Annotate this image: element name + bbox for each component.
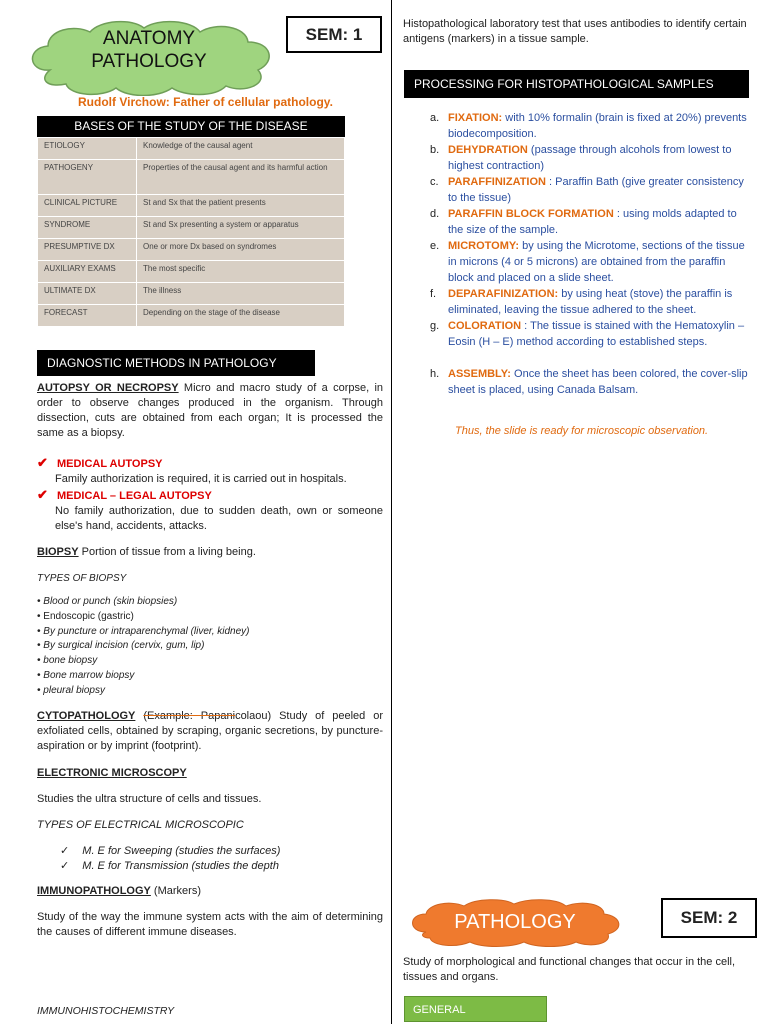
step-letter: b.	[430, 144, 440, 156]
em-type-sweeping	[60, 844, 280, 859]
biopsy-types-list	[37, 595, 337, 699]
step-letter: f.	[430, 288, 437, 300]
check-icon: ✔	[37, 487, 48, 502]
bases-row	[38, 217, 345, 239]
histopathology-text: Histopathological laboratory test that uses antibodies to identify certain antigens (markers) in a tissue sample.	[403, 18, 747, 45]
pathology-definition: Study of morphological and functional changes that occur in the cell, tissues and organs.	[403, 956, 736, 983]
autopsy-paragraph	[37, 381, 383, 441]
bases-row	[38, 239, 345, 261]
step-letter: h.	[430, 368, 440, 380]
step-text: (passage through alcohols from lowest to highest contraction)	[448, 144, 732, 172]
bases-row	[38, 195, 345, 217]
immunohistochemistry: IMMUNOHISTOCHEMISTRY	[37, 1005, 175, 1017]
medical-autopsy-item	[37, 455, 383, 472]
cytopathology-paragraph	[37, 709, 383, 754]
autopsy-title: AUTOPSY OR NECROPSY	[37, 382, 179, 394]
medical-autopsy-label: MEDICAL AUTOPSY	[56, 458, 163, 470]
step-text: : using molds adapted to the size of the sample.	[448, 208, 737, 236]
processing-header	[404, 70, 749, 98]
bases-term: SYNDROME	[38, 217, 137, 239]
general-header	[404, 996, 547, 1022]
bases-definition: Knowledge of the causal agent	[137, 138, 345, 160]
biopsy-type-item: • Blood or punch (skin biopsies)	[37, 596, 178, 607]
title-pathology: PATHOLOGY	[91, 51, 207, 72]
immunopathology-paragraph	[37, 884, 201, 899]
step-letter: a.	[430, 112, 440, 124]
legal-autopsy-item	[37, 487, 383, 504]
slide-ready-text: Thus, the slide is ready for microscopic observation.	[455, 425, 709, 437]
diagnostic-header	[37, 350, 315, 376]
pathology-cloud	[404, 898, 626, 948]
immunopathology-text: Study of the way the immune system acts with the aim of determining the causes of different immune diseases.	[37, 911, 383, 938]
pathology-title: PATHOLOGY	[454, 911, 576, 933]
biopsy-type-item: • bone biopsy	[37, 655, 98, 667]
medical-autopsy-text: Family authorization is required, it is carried out in hospitals.	[55, 473, 347, 485]
step-term: MICROTOMY:	[448, 240, 520, 252]
processing-step	[404, 318, 749, 350]
processing-step	[404, 174, 749, 206]
virchow-line: Rudolf Virchow: Father of cellular pathology.	[78, 95, 333, 109]
sem-1-box	[286, 16, 382, 53]
step-term: DEHYDRATION	[448, 144, 528, 156]
step-text: with 10% formalin (brain is fixed at 20%) prevents biodecomposition.	[448, 112, 747, 140]
biopsy-text: Portion of tissue from a living being.	[78, 546, 256, 558]
step-text: by using heat (stove) the paraffin is eliminated, leaving the tissue adhered to the sheet.	[448, 288, 733, 316]
bases-definition: Properties of the causal agent and its harmful action	[137, 160, 345, 195]
biopsy-type-item: • By surgical incision (cervix, gum, lip)	[37, 640, 205, 652]
step-text: by using the Microtome, sections of the tissue in microns (4 or 5 microns) are obtained from the paraffin block and placed on a slide sheet.	[448, 240, 745, 284]
legal-autopsy-text: No family authorization, due to sudden death, own or someone else's hand, accidents, attacks.	[55, 505, 383, 532]
processing-step	[404, 142, 749, 174]
bases-definition: One or more Dx based on syndromes	[137, 239, 345, 261]
autopsy-text: Micro and macro study of a corpse, in order to observe changes produced in the organism. Through dissection, cuts are obtained from each organ; It is processed the same as a biopsy.	[37, 382, 384, 439]
step-term: ASSEMBLY:	[448, 368, 511, 380]
em-types-heading: TYPES OF ELECTRICAL MICROSCOPIC	[37, 819, 244, 831]
bases-definition: St and Sx presenting a system or apparatus	[137, 217, 345, 239]
processing-step	[404, 110, 749, 142]
step-term: COLORATION	[448, 320, 522, 332]
sem-2-box	[661, 898, 757, 938]
step-term: PARAFFINIZATION	[448, 176, 546, 188]
cytopathology-title: CYTOPATHOLOGY	[37, 710, 136, 722]
sem-1-label: SEM: 1	[305, 25, 363, 44]
sem-2-label: SEM: 2	[680, 908, 738, 927]
step-letter: d.	[430, 208, 440, 220]
step-letter: c.	[430, 176, 439, 188]
processing-header-label: PROCESSING FOR HISTOPATHOLOGICAL SAMPLES	[414, 77, 714, 91]
bases-header	[37, 116, 345, 137]
check-icon: ✓	[60, 845, 70, 857]
bases-table	[37, 137, 345, 327]
step-term: PARAFFIN BLOCK FORMATION	[448, 208, 614, 220]
bases-term: CLINICAL PICTURE	[38, 195, 137, 217]
immunopathology-sub: (Markers)	[150, 885, 201, 897]
bases-term: AUXILIARY EXAMS	[38, 261, 137, 283]
step-term: FIXATION:	[448, 112, 503, 124]
em-type-transmission	[60, 859, 279, 874]
step-term: DEPARAFINIZATION:	[448, 288, 559, 300]
processing-step	[404, 366, 749, 398]
bases-term: ETIOLOGY	[38, 138, 137, 160]
cytopathology-text: colaou) Study of peeled or exfoliated cells, obtained by scraping, organic secretions, by puncture-aspiration or by imprint (footprint).	[37, 710, 384, 752]
step-text: : Paraffin Bath (give greater consistency to the tissue)	[448, 176, 744, 204]
em-type-transmission-label: M. E for Transmission (studies the depth	[82, 860, 279, 872]
bases-definition: The most specific	[137, 261, 345, 283]
step-letter: g.	[430, 320, 440, 332]
diagnostic-header-label: DIAGNOSTIC METHODS IN PATHOLOGY	[47, 356, 277, 370]
processing-step	[404, 206, 749, 238]
cytopathology-strike-text: (Example: Papani	[143, 710, 236, 722]
step-letter: e.	[430, 240, 440, 252]
immunopathology-title: IMMUNOPATHOLOGY	[37, 885, 151, 897]
bases-row	[38, 305, 345, 327]
check-icon: ✔	[37, 455, 48, 470]
column-divider	[391, 0, 392, 1024]
bases-definition: St and Sx that the patient presents	[137, 195, 345, 217]
electronic-microscopy-title: ELECTRONIC MICROSCOPY	[37, 767, 187, 779]
electronic-microscopy-text: Studies the ultra structure of cells and tissues.	[37, 793, 262, 805]
general-header-label: GENERAL	[413, 1004, 466, 1016]
biopsy-type-item: • Endoscopic (gastric)	[37, 610, 134, 622]
bases-definition: Depending on the stage of the disease	[137, 305, 345, 327]
bases-row	[38, 138, 345, 160]
step-text: Once the sheet has been colored, the cover-slip sheet is placed, using Canada Balsam.	[448, 368, 748, 396]
bases-definition: The illness	[137, 283, 345, 305]
bases-row	[38, 160, 345, 195]
title-anatomy: ANATOMY	[102, 28, 196, 49]
anatomy-pathology-cloud	[20, 18, 278, 96]
types-of-biopsy: TYPES OF BIOPSY	[37, 573, 127, 584]
check-icon: ✓	[60, 860, 70, 872]
bases-term: PRESUMPTIVE DX	[38, 239, 137, 261]
biopsy-title: BIOPSY	[37, 546, 79, 558]
biopsy-type-item: • Bone marrow biopsy	[37, 669, 135, 681]
bases-term: ULTIMATE DX	[38, 283, 137, 305]
processing-step	[404, 286, 749, 318]
processing-step	[404, 238, 749, 286]
biopsy-type-item: • pleural biopsy	[37, 684, 105, 696]
em-type-sweeping-label: M. E for Sweeping (studies the surfaces)	[82, 845, 281, 857]
bases-row	[38, 261, 345, 283]
bases-term: PATHOGENY	[38, 160, 137, 195]
biopsy-paragraph	[37, 545, 383, 560]
step-text: : The tissue is stained with the Hematoxylin – Eosin (H – E) method according to established steps.	[448, 320, 745, 348]
bases-header-label: BASES OF THE STUDY OF THE DISEASE	[74, 119, 308, 133]
legal-autopsy-label: MEDICAL – LEGAL AUTOPSY	[56, 490, 212, 502]
bases-row	[38, 283, 345, 305]
biopsy-type-item: • By puncture or intraparenchymal (liver, kidney)	[37, 625, 250, 637]
bases-term: FORECAST	[38, 305, 137, 327]
